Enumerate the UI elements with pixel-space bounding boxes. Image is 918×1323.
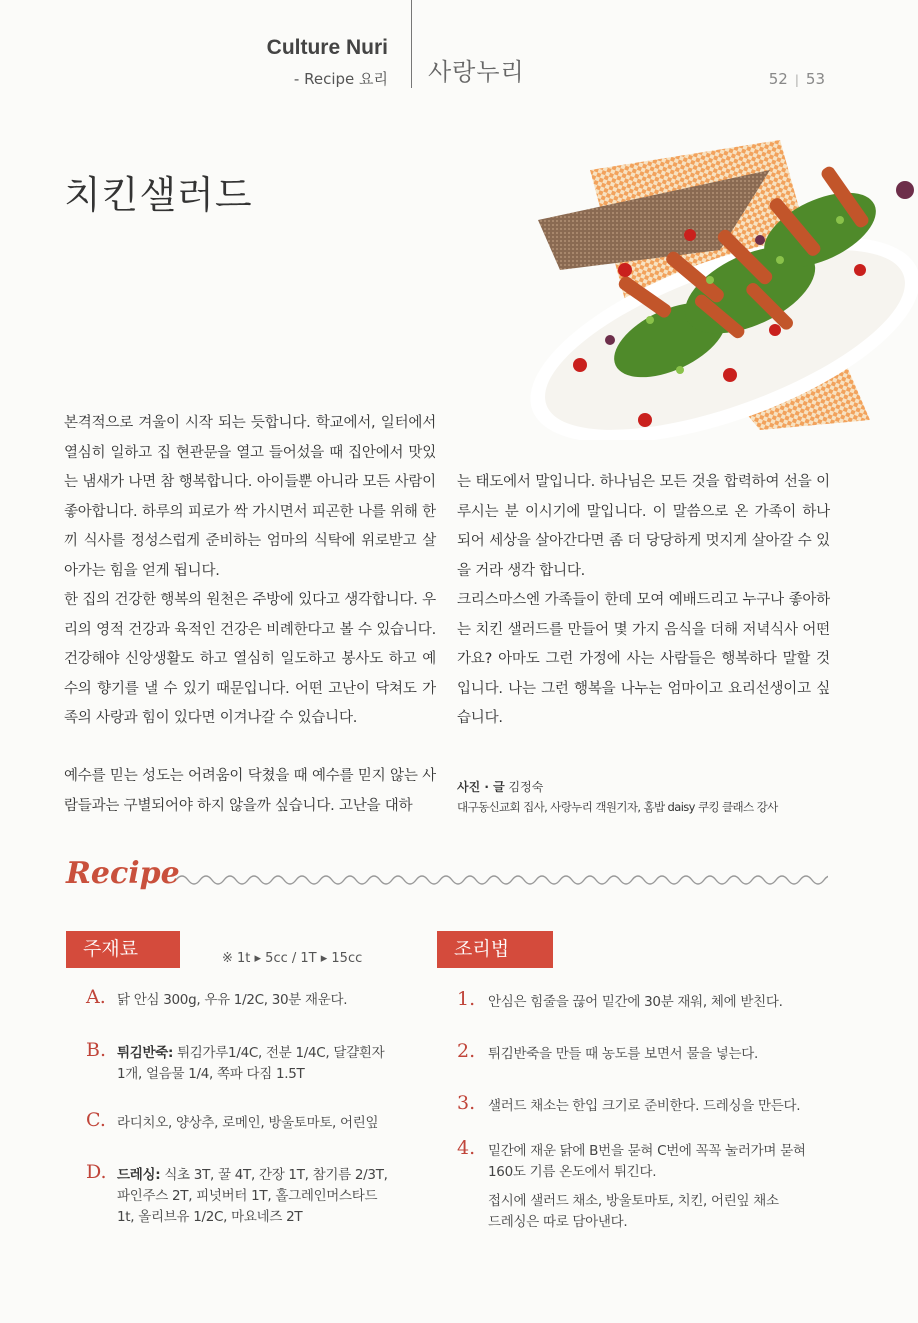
step-text: 드레싱은 따로 담아낸다. bbox=[488, 1214, 628, 1230]
ingredient-letter: C. bbox=[86, 1109, 106, 1131]
intro-paragraph: 크리스마스엔 가족들이 한데 모여 예배드리고 누구나 좋아하는 치킨 샐러드를 만들어 몇 가지 음식을 더해 저녁식사 어떤가요? 아마도 그런 가정에 사는 사람들은 행복하다 말할 것입니다. 나는 그런 행복을 나누는 엄마이고 요리선생이고 싶습니다. bbox=[457, 592, 830, 726]
section-subtitle: - Recipe 요리 bbox=[293, 70, 388, 88]
step-text: 접시에 샐러드 채소, 방울토마토, 치킨, 어린잎 채소 bbox=[488, 1193, 779, 1209]
page-numbers bbox=[769, 70, 825, 88]
intro-paragraph: 는 태도에서 말입니다. 하나님은 모든 것을 합력하여 선을 이루시는 분 이시기에 말입니다. 이 말씀으로 온 가족이 하나 되어 세상을 살아간다면 좀 더 당당하게 멋지게 살아갈 수 있을 거라 생각 합니다. bbox=[457, 474, 830, 579]
step-text: 안심은 힘줄을 끊어 밑간에 30분 재워, 체에 받친다. bbox=[488, 994, 783, 1010]
ingredient-text: 파인주스 2T, 피넛버터 1T, 홀그레인머스타드 bbox=[117, 1188, 378, 1204]
ingredient-text: 1t, 올리브유 1/2C, 마요네즈 2T bbox=[117, 1209, 303, 1225]
step-number: 3. bbox=[457, 1092, 476, 1114]
step-number: 2. bbox=[457, 1040, 476, 1062]
intro-paragraph: 본격적으로 겨울이 시작 되는 듯합니다. 학교에서, 일터에서 열심히 일하고 집 현관문을 열고 들어섰을 때 집안에서 맛있는 냄새가 나면 참 행복합니다. 아이들뿐 아니라 모든 사람이 좋아합니다. 하루의 피로가 싹 가시면서 피곤한 나를 위해 한 끼 식사를 정성스럽게 준비하는 엄마의 식탁에 위로받고 살아가는 힘을 얻게 됩니다. bbox=[64, 415, 436, 579]
intro-column-left bbox=[64, 409, 436, 734]
ingredient-letter: D. bbox=[86, 1161, 107, 1183]
page-separator: | bbox=[794, 73, 799, 87]
chicken-salad-photo bbox=[520, 140, 918, 440]
ingredient-text: 식초 3T, 꿀 4T, 간장 1T, 참기름 2/3T, bbox=[160, 1167, 388, 1183]
ingredient-label: 튀김반죽: bbox=[117, 1045, 174, 1061]
ingredient-letter: A. bbox=[86, 986, 106, 1008]
measurement-note: ※ 1t ▸ 5cc / 1T ▸ 15cc bbox=[222, 951, 363, 966]
page-number-right: 53 bbox=[805, 70, 825, 88]
ingredient-text: 라디치오, 양상추, 로메인, 방울토마토, 어린잎 bbox=[117, 1115, 379, 1131]
credit-description: 대구동신교회 집사, 사랑누리 객원기자, 홈밥 daisy 쿠킹 클래스 강사 bbox=[457, 800, 778, 814]
step-number: 4. bbox=[457, 1137, 476, 1159]
step-text: 160도 기름 온도에서 튀긴다. bbox=[488, 1164, 657, 1180]
ingredient-text: 1개, 얼음물 1/4, 쪽파 다짐 1.5T bbox=[117, 1066, 305, 1082]
magazine-logo: 사랑누리 bbox=[428, 58, 525, 86]
intro-column-right bbox=[457, 468, 830, 734]
intro-paragraph: 한 집의 건강한 행복의 원천은 주방에 있다고 생각합니다. 우리의 영적 건강과 육적인 건강은 비례한다고 볼 수 있습니다. 건강해야 신앙생활도 하고 열심히 일도하고 봉사도 하고 예수의 향기를 낼 수 있기 때문입니다. 어떤 고난이 닥쳐도 가족의 사랑과 힘이 있다면 이겨나갈 수 있습니다. bbox=[64, 592, 436, 726]
intro-paragraph: 예수를 믿는 성도는 어려움이 닥쳤을 때 예수를 믿지 않는 사람들과는 구별되어야 하지 않을까 싶습니다. 고난을 대하 bbox=[64, 768, 436, 814]
step-number: 1. bbox=[457, 988, 476, 1010]
author-credit bbox=[457, 777, 857, 817]
credit-label: 사진 · 글 bbox=[457, 780, 505, 794]
article-title: 치킨샐러드 bbox=[64, 173, 253, 217]
wave-divider bbox=[176, 871, 828, 889]
section-title: Culture Nuri bbox=[266, 36, 388, 59]
recipe-heading: Recipe bbox=[66, 856, 180, 891]
step-text: 튀김반죽을 만들 때 농도를 보면서 물을 넣는다. bbox=[488, 1046, 759, 1062]
ingredient-letter: B. bbox=[86, 1039, 107, 1061]
intro-column-left-bottom bbox=[64, 762, 436, 821]
method-tag: 조리법 bbox=[437, 931, 553, 968]
step-text: 샐러드 채소는 한입 크기로 준비한다. 드레싱을 만든다. bbox=[488, 1098, 801, 1114]
header-divider bbox=[411, 0, 412, 88]
ingredient-text: 닭 안심 300g, 우유 1/2C, 30분 재운다. bbox=[117, 992, 348, 1008]
ingredient-text: 튀김가루1/4C, 전분 1/4C, 달걀흰자 bbox=[173, 1045, 385, 1061]
ingredient-label: 드레싱: bbox=[117, 1167, 161, 1183]
page-number-left: 52 bbox=[768, 70, 788, 88]
ingredients-tag: 주재료 bbox=[66, 931, 180, 968]
credit-name: 김정숙 bbox=[508, 780, 544, 794]
step-text: 밑간에 재운 닭에 B번을 묻혀 C번에 꼭꼭 눌러가며 묻혀 bbox=[488, 1143, 806, 1159]
